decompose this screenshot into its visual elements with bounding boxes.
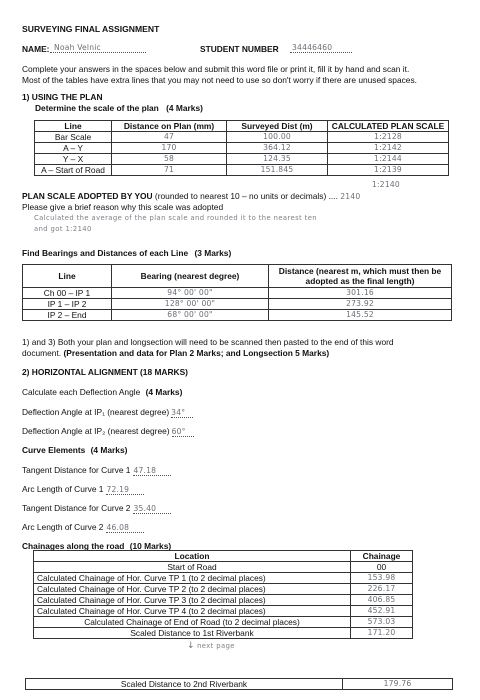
cell-input[interactable]: 58 [112,154,227,165]
table-row [35,154,449,165]
cell: Start of Road [34,562,351,573]
table-row [35,165,449,176]
cell: Calculated Chainage of Hor. Curve TP 1 (to 2 decimal places) [34,573,351,584]
tangent-distance-2-value[interactable]: 35.40 [133,504,157,513]
cell-input[interactable]: 124.35 [227,154,328,165]
plan-scale-table [34,120,449,176]
cell-input[interactable]: 1:2142 [328,143,449,154]
col-header: Line [23,265,112,288]
name-value: Noah Velnic [54,43,101,52]
cell: A – Y [35,143,112,154]
cell-input[interactable]: 406.85 [351,595,413,606]
deflection-ip2-value[interactable]: 60° [171,427,186,436]
cell: Calculated Chainage of Hor. Curve TP 4 (to 2 decimal places) [34,606,351,617]
table-row [34,617,413,628]
table-row [34,573,413,584]
cell: Y – X [35,154,112,165]
cell-input[interactable]: 273.92 [269,299,452,310]
cell: Bar Scale [35,132,112,143]
cell-input[interactable]: 71 [112,165,227,176]
table-header-row [35,121,449,132]
table-row [34,628,413,639]
cell: Calculated Chainage of End of Road (to 2 decimal places) [34,617,351,628]
instructions-line-2: Most of the tables have extra lines that you may not need to use so don't worry if there are unused spaces. [22,75,417,85]
deflection-ip2-row: Deflection Angle at IP₂ (nearest degree) 60° [22,426,194,437]
col-header: Surveyed Dist (m) [227,121,328,132]
deflection-ip1-row: Deflection Angle at IP₁ (nearest degree) 34° [22,407,193,418]
scan-note-line-1: 1) and 3) Both your plan and longsection will need to be scanned then pasted to the end of this word [22,337,394,347]
scan-note-line-2: document. (Presentation and data for Plan 2 Marks; and Longsection 5 Marks) [22,348,330,358]
riverbank-2-table [25,678,453,690]
table-row [26,679,453,690]
table-row [34,584,413,595]
table-header-row [23,265,452,288]
cell-input[interactable]: 68° 00' 00" [112,310,269,321]
table-row [35,143,449,154]
student-number-value: 34446460 [292,43,333,52]
cell: Scaled Distance to 2nd Riverbank [26,679,343,690]
tangent-distance-2-row: Tangent Distance for Curve 2 35.40 [22,503,171,514]
cell-input[interactable]: 170 [112,143,227,154]
reason-answer-line-2[interactable]: and got 1:2140 [34,225,92,233]
section-1-subheading: Determine the scale of the plan (4 Marks) [35,103,203,113]
table-row [23,299,452,310]
average-scale-note: 1:2140 [372,180,400,189]
section-1-heading: 1) USING THE PLAN [22,92,103,102]
table-row [34,606,413,617]
arc-length-2-value[interactable]: 46.08 [106,523,130,532]
cell: Calculated Chainage of Hor. Curve TP 3 (to 2 decimal places) [34,595,351,606]
cell-input[interactable]: 100.00 [227,132,328,143]
cell-input[interactable]: 364.12 [227,143,328,154]
cell-input[interactable]: 452.91 [351,606,413,617]
bearings-heading: Find Bearings and Distances of each Line (3 Marks) [22,248,232,258]
calc-deflection-heading: Calculate each Deflection Angle (4 Marks) [22,387,183,397]
cell-input[interactable]: 1:2128 [328,132,449,143]
student-number-field [290,42,352,53]
name-field [50,42,146,53]
col-header: Location [34,551,351,562]
next-page-note: ↓ next page [187,641,235,651]
student-number-label: STUDENT NUMBER [200,44,279,54]
cell-input[interactable]: 151.845 [227,165,328,176]
down-arrow-icon: ↓ [187,641,195,651]
cell-input[interactable]: 301.16 [269,288,452,299]
table-row [34,595,413,606]
tangent-distance-1-row: Tangent Distance for Curve 1 47.18 [22,465,171,476]
col-header: Chainage [351,551,413,562]
arc-length-1-value[interactable]: 72.19 [106,485,130,494]
deflection-ip1-value[interactable]: 34° [171,408,186,417]
cell-input[interactable]: 145.52 [269,310,452,321]
cell: IP 1 – IP 2 [23,299,112,310]
table-row [35,132,449,143]
cell-input[interactable]: 153.98 [351,573,413,584]
cell-input[interactable]: 171.20 [351,628,413,639]
table-row [34,562,413,573]
cell: Scaled Distance to 1st Riverbank [34,628,351,639]
col-header: CALCULATED PLAN SCALE [328,121,449,132]
section-2-heading: 2) HORIZONTAL ALIGNMENT (18 MARKS) [22,367,188,377]
document-title: SURVEYING FINAL ASSIGNMENT [22,24,160,34]
cell-input[interactable]: 1:2144 [328,154,449,165]
cell-input[interactable]: 179.76 [343,679,453,690]
col-header: Distance (nearest m, which must then be adopted as the final length) [269,265,452,288]
cell-input[interactable]: 573.03 [351,617,413,628]
cell-input[interactable]: 1:2139 [328,165,449,176]
adopted-scale-line: PLAN SCALE ADOPTED BY YOU (rounded to nearest 10 – no units or decimals) .... 2140 [22,191,361,201]
tangent-distance-1-value[interactable]: 47.18 [133,466,157,475]
col-header: Bearing (nearest degree) [112,265,269,288]
cell: IP 2 – End [23,310,112,321]
table-row [23,288,452,299]
chainages-heading: Chainages along the road (10 Marks) [22,541,172,551]
cell-input[interactable]: 47 [112,132,227,143]
adopted-scale-value[interactable]: 2140 [340,192,361,201]
reason-prompt: Please give a brief reason why this scale was adopted [22,202,224,212]
cell: A – Start of Road [35,165,112,176]
col-header: Line [35,121,112,132]
table-header-row [34,551,413,562]
arc-length-1-row: Arc Length of Curve 1 72.19 [22,484,144,495]
table-row [23,310,452,321]
col-header: Distance on Plan (mm) [112,121,227,132]
reason-answer-line-1[interactable]: Calculated the average of the plan scale and rounded it to the nearest ten [34,214,318,222]
name-label: NAME: [22,44,50,54]
cell: Ch 00 – IP 1 [23,288,112,299]
chainages-table [33,550,413,639]
cell-input[interactable]: 94° 00' 00" [112,288,269,299]
cell: Calculated Chainage of Hor. Curve TP 2 (to 2 decimal places) [34,584,351,595]
curve-elements-heading: Curve Elements (4 Marks) [22,445,128,455]
cell-input[interactable]: 128° 00' 00" [112,299,269,310]
instructions-line-1: Complete your answers in the spaces below and submit this word file or print it, fill it by hand and scan it. [22,64,410,74]
cell-input[interactable]: 226.17 [351,584,413,595]
bearings-table [22,264,452,321]
cell: 00 [351,562,413,573]
arc-length-2-row: Arc Length of Curve 2 46.08 [22,522,144,533]
